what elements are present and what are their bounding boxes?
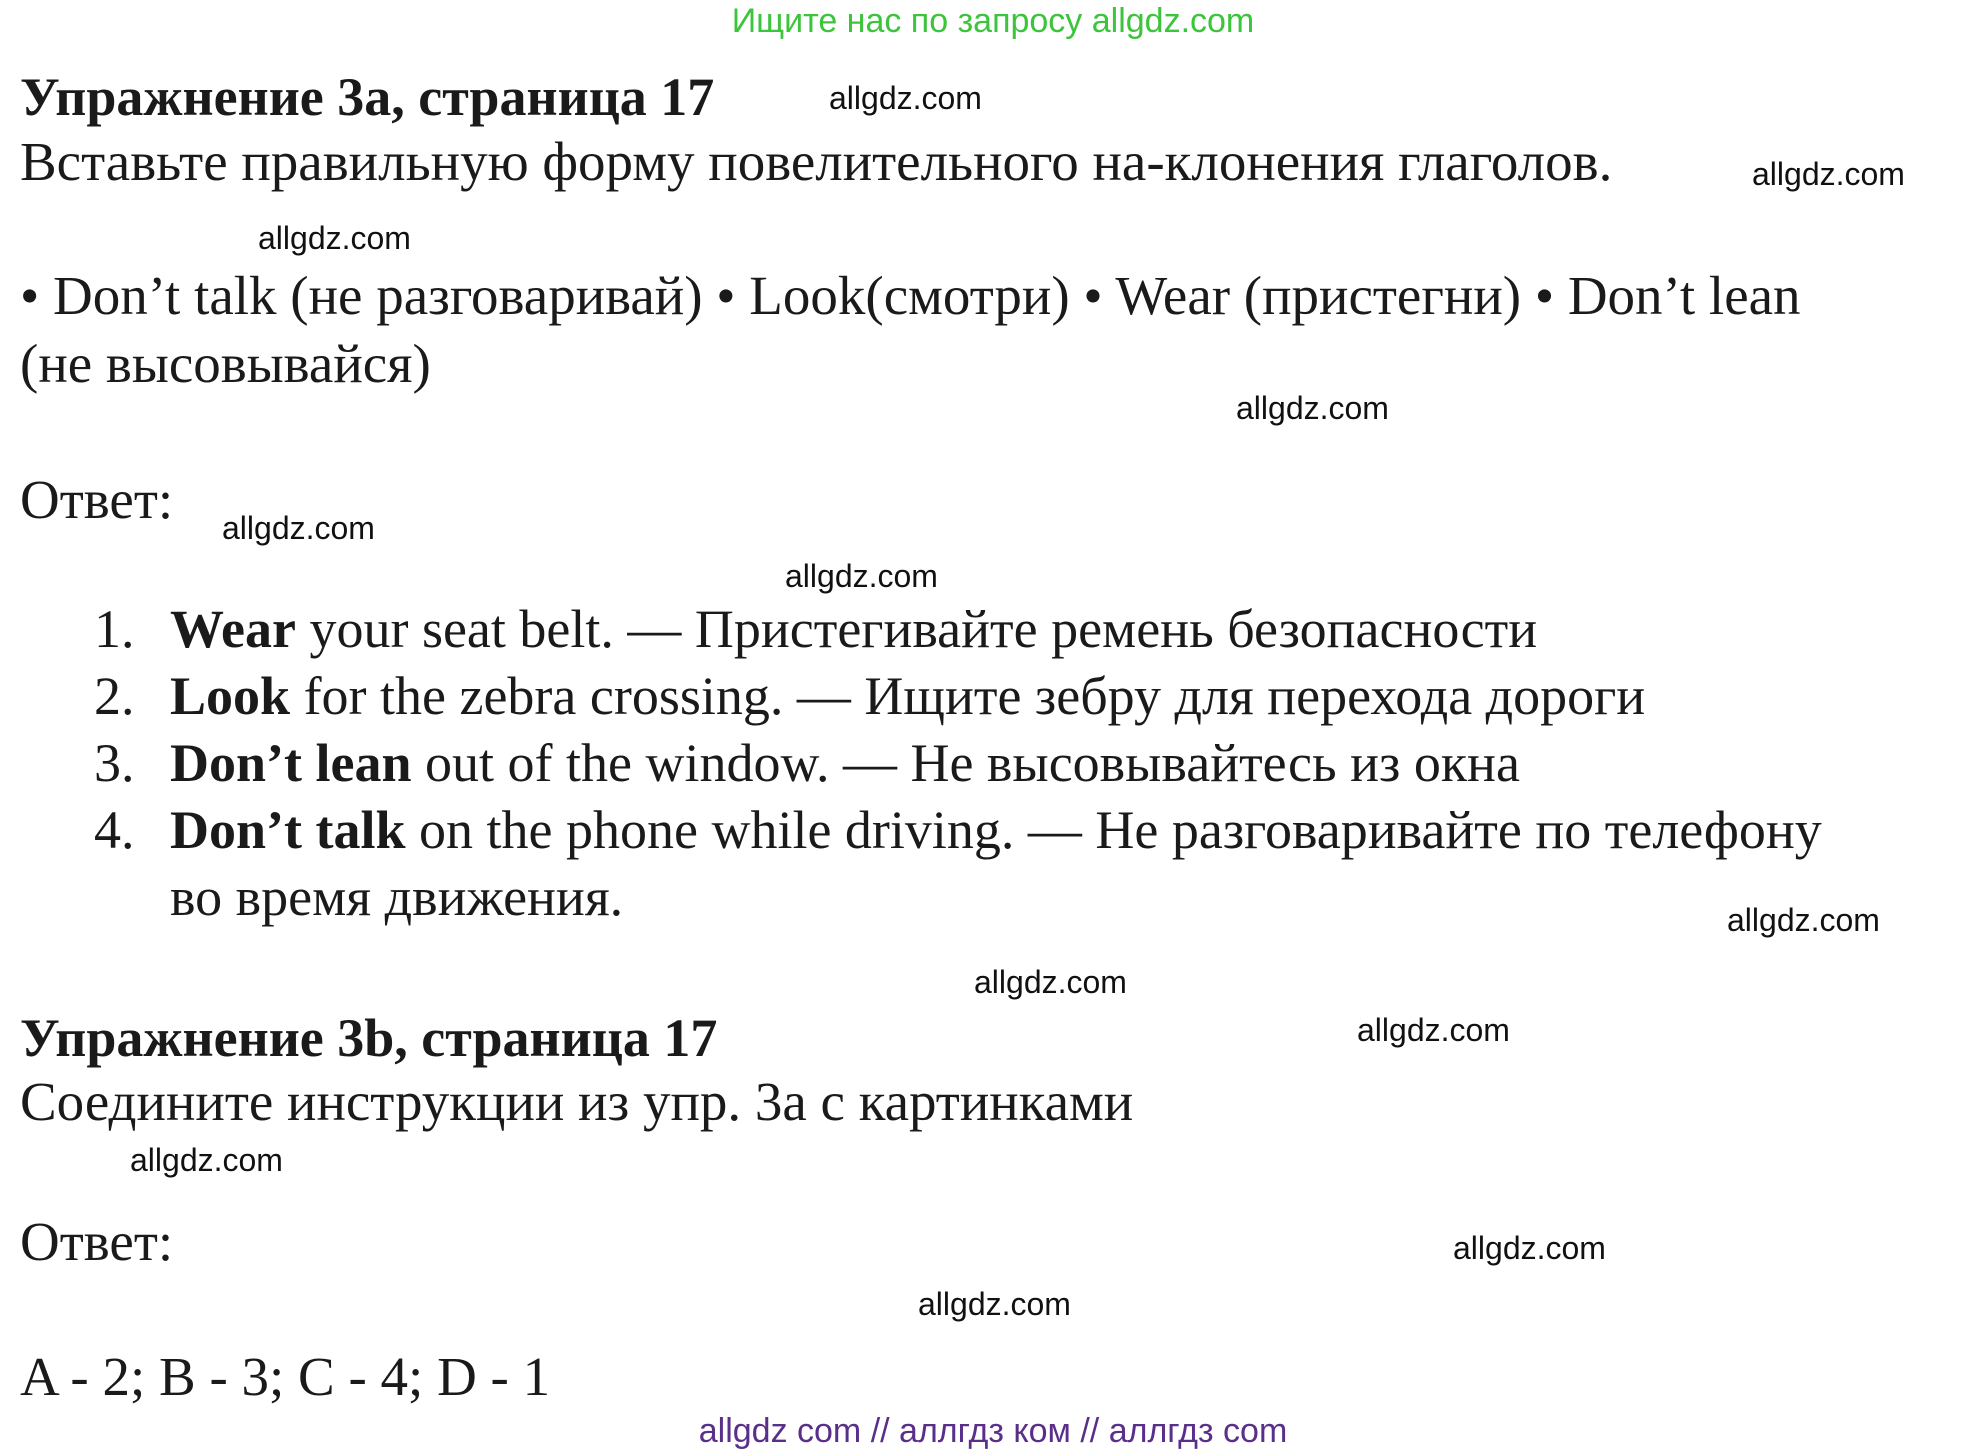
watermark: allgdz.com bbox=[130, 1142, 283, 1178]
watermark: allgdz.com bbox=[258, 220, 411, 256]
answer-item-4 bbox=[94, 797, 1822, 931]
answer-number: 1. bbox=[94, 599, 135, 659]
answer-verb: Look bbox=[170, 666, 291, 726]
answer-number: 2. bbox=[94, 666, 135, 726]
watermark: allgdz.com bbox=[974, 964, 1127, 1000]
watermark: allgdz.com bbox=[918, 1286, 1071, 1322]
watermark: allgdz.com bbox=[829, 80, 982, 116]
answer-text: out of the window. — Не высовывайтесь из окна bbox=[411, 733, 1520, 793]
exercise-3b-instruction: Соедините инструкции из упр. 3a с картинками bbox=[20, 1071, 1134, 1132]
top-banner: Ищите нас по запросу allgdz.com bbox=[731, 2, 1255, 40]
exercise-3a-options-line2: (не высовывайся) bbox=[20, 333, 431, 394]
watermark: allgdz.com bbox=[222, 510, 375, 546]
watermark: allgdz.com bbox=[1752, 156, 1905, 192]
answer-verb: Don’t talk bbox=[170, 800, 406, 860]
exercise-3a-title: Упражнение 3a, страница 17 bbox=[20, 67, 715, 127]
answer-item-1 bbox=[94, 596, 1822, 663]
exercise-3a-answer-label: Ответ: bbox=[20, 469, 174, 530]
answer-text: for the zebra crossing. — Ищите зебру для перехода дороги bbox=[290, 666, 1646, 726]
answer-number: 4. bbox=[94, 800, 135, 860]
watermark: allgdz.com bbox=[1357, 1012, 1510, 1048]
watermark: allgdz.com bbox=[1236, 390, 1389, 426]
exercise-3b-title: Упражнение 3b, страница 17 bbox=[20, 1008, 718, 1068]
answer-verb: Don’t lean bbox=[170, 733, 412, 793]
watermark: allgdz.com bbox=[785, 558, 938, 594]
exercise-3a-answer-list bbox=[94, 596, 1822, 931]
answer-number: 3. bbox=[94, 733, 135, 793]
answer-item-3 bbox=[94, 730, 1822, 797]
watermark: allgdz.com bbox=[1727, 902, 1880, 938]
exercise-3a-instruction: Вставьте правильную форму повелительного на-клонения глаголов. bbox=[20, 131, 1613, 192]
answer-item-2 bbox=[94, 663, 1822, 730]
answer-text: on the phone while driving. — Не разговаривайте по телефону bbox=[405, 800, 1822, 860]
answer-continuation: во время движения. bbox=[170, 867, 624, 927]
exercise-3a-options-line1: • Don’t talk (не разговаривай) • Look(смотри) • Wear (пристегни) • Don’t lean bbox=[20, 265, 1801, 326]
exercise-3b-answer: A - 2; B - 3; C - 4; D - 1 bbox=[20, 1346, 551, 1407]
exercise-3b-answer-label: Ответ: bbox=[20, 1211, 174, 1272]
watermark: allgdz.com bbox=[1453, 1230, 1606, 1266]
answer-text: your seat belt. — Пристегивайте ремень безопасности bbox=[295, 599, 1538, 659]
bottom-banner: allgdz com // аллгдз ком // аллгдз com bbox=[698, 1412, 1288, 1450]
answer-verb: Wear bbox=[170, 599, 296, 659]
